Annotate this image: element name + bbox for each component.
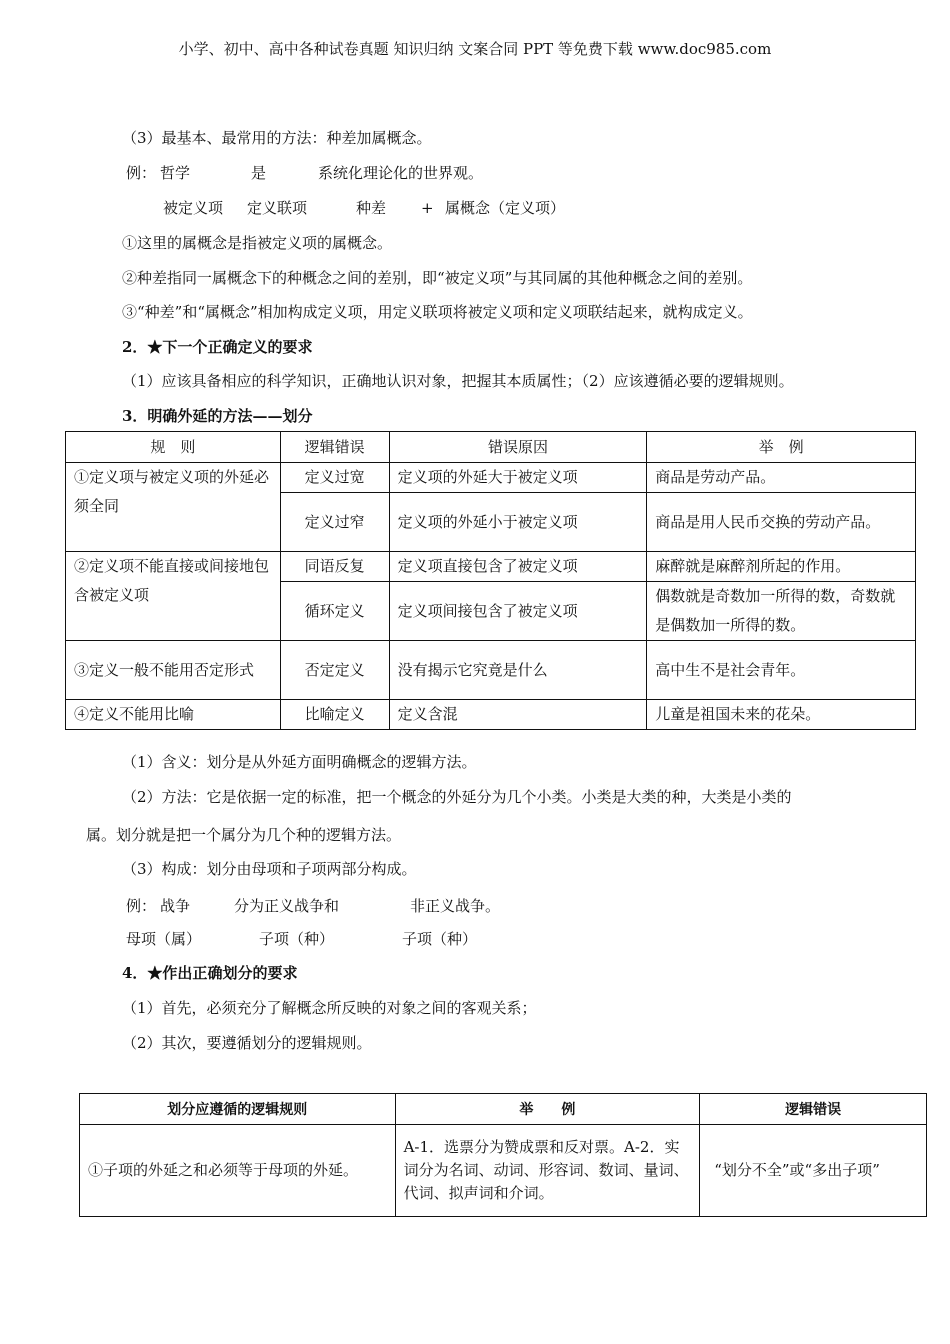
division-example-term: 战争 bbox=[160, 897, 191, 915]
label-sub-item-2: 子项（种） bbox=[402, 930, 478, 948]
note-2: ②种差指同一属概念下的种概念之间的差别，即“被定义项”与其同属的其他种概念之间的差别。 bbox=[122, 269, 753, 287]
rule-cell: ①子项的外延之和必须等于母项的外延。 bbox=[80, 1125, 396, 1217]
reason-cell: 定义项直接包含了被定义项 bbox=[389, 552, 647, 582]
division-composition: （3）构成：划分由母项和子项两部分构成。 bbox=[122, 860, 417, 878]
error-cell: 同语反复 bbox=[280, 552, 389, 582]
section-4-line1: （1）首先，必须充分了解概念所反映的对象之间的客观关系； bbox=[122, 999, 537, 1017]
reason-cell: 定义含混 bbox=[389, 700, 647, 730]
example-cell: 偶数就是奇数加一所得的数，奇数就是偶数加一所得的数。 bbox=[647, 582, 916, 641]
division-example-prefix: 例： bbox=[126, 897, 157, 915]
error-cell: 循环定义 bbox=[280, 582, 389, 641]
col-header-example: 举 例 bbox=[647, 432, 916, 463]
rule-cell: ①定义项与被定义项的外延必须全同 bbox=[66, 463, 281, 552]
reason-cell: 定义项的外延小于被定义项 bbox=[389, 493, 647, 552]
col-header-rule: 划分应遵循的逻辑规则 bbox=[80, 1094, 396, 1125]
example-cell: 商品是用人民币交换的劳动产品。 bbox=[647, 493, 916, 552]
table-row bbox=[66, 700, 916, 730]
example-term: 哲学 bbox=[160, 164, 191, 182]
note-1: ①这里的属概念是指被定义项的属概念。 bbox=[122, 234, 393, 252]
label-definiendum: 被定义项 bbox=[163, 199, 224, 217]
label-genus: 属概念（定义项） bbox=[445, 199, 566, 217]
rule-cell: ②定义项不能直接或间接地包含被定义项 bbox=[66, 552, 281, 641]
label-mother-item: 母项（属） bbox=[126, 930, 202, 948]
section-4-line2: （2）其次，要遵循划分的逻辑规则。 bbox=[122, 1034, 372, 1052]
example-definition: 系统化理论化的世界观。 bbox=[318, 164, 484, 182]
example-cell: 麻醉就是麻醉剂所起的作用。 bbox=[647, 552, 916, 582]
division-method-line2: 属。划分就是把一个属分为几个种的逻辑方法。 bbox=[86, 826, 402, 844]
col-header-error: 逻辑错误 bbox=[700, 1094, 927, 1125]
rule-cell: ③定义一般不能用否定形式 bbox=[66, 641, 281, 700]
division-example-middle: 分为正义战争和 bbox=[234, 897, 340, 915]
label-plus: + bbox=[421, 199, 434, 217]
reason-cell: 定义项间接包含了被定义项 bbox=[389, 582, 647, 641]
section-2-body: （1）应该具备相应的科学知识，正确地认识对象，把握其本质属性；（2）应该遵循必要的逻辑规则。 bbox=[122, 372, 794, 390]
table-row bbox=[66, 552, 916, 582]
col-header-error: 逻辑错误 bbox=[280, 432, 389, 463]
reason-cell: 没有揭示它究竟是什么 bbox=[389, 641, 647, 700]
page-header: 小学、初中、高中各种试卷真题 知识归纳 文案合同 PPT 等免费下载 www.doc985.com bbox=[178, 40, 772, 58]
reason-cell: 定义项的外延大于被定义项 bbox=[389, 463, 647, 493]
example-cell: 商品是劳动产品。 bbox=[647, 463, 916, 493]
error-cell: 比喻定义 bbox=[280, 700, 389, 730]
col-header-example: 举 例 bbox=[395, 1094, 700, 1125]
division-rules-table bbox=[79, 1093, 927, 1217]
division-meaning: （1）含义：划分是从外延方面明确概念的逻辑方法。 bbox=[122, 753, 477, 771]
col-header-reason: 错误原因 bbox=[389, 432, 647, 463]
error-cell: 否定定义 bbox=[280, 641, 389, 700]
example-cell: 高中生不是社会青年。 bbox=[647, 641, 916, 700]
label-copula: 定义联项 bbox=[247, 199, 308, 217]
section-2-title: 2．★下一个正确定义的要求 bbox=[122, 338, 313, 356]
label-sub-item-1: 子项（种） bbox=[259, 930, 335, 948]
col-header-rule: 规 则 bbox=[66, 432, 281, 463]
table-header-row bbox=[66, 432, 916, 463]
section-4-title: 4．★作出正确划分的要求 bbox=[122, 964, 298, 982]
error-cell: “划分不全”或“多出子项” bbox=[700, 1125, 927, 1217]
rule-cell: ④定义不能用比喻 bbox=[66, 700, 281, 730]
table-row bbox=[80, 1125, 927, 1217]
error-cell: 定义过宽 bbox=[280, 463, 389, 493]
error-cell: 定义过窄 bbox=[280, 493, 389, 552]
example-cell: 儿童是祖国未来的花朵。 bbox=[647, 700, 916, 730]
section-3-title: 3．明确外延的方法——划分 bbox=[122, 407, 313, 425]
method-line: （3）最基本、最常用的方法：种差加属概念。 bbox=[122, 129, 432, 147]
note-3: ③“种差”和“属概念”相加构成定义项，用定义联项将被定义项和定义项联结起来，就构成定义。 bbox=[122, 303, 753, 321]
division-example-end: 非正义战争。 bbox=[410, 897, 501, 915]
example-prefix: 例： bbox=[126, 164, 157, 182]
example-copula: 是 bbox=[251, 164, 267, 182]
table-row bbox=[66, 463, 916, 493]
definition-rules-table bbox=[65, 431, 916, 730]
table-row bbox=[66, 641, 916, 700]
table-header-row bbox=[80, 1094, 927, 1125]
label-differentia: 种差 bbox=[356, 199, 387, 217]
division-method-line1: （2）方法：它是依据一定的标准，把一个概念的外延分为几个小类。小类是大类的种，大类是小类的 bbox=[122, 788, 792, 806]
example-cell: A-1．选票分为赞成票和反对票。A-2．实词分为名词、动词、形容词、数词、量词、代词、拟声词和介词。 bbox=[395, 1125, 700, 1217]
